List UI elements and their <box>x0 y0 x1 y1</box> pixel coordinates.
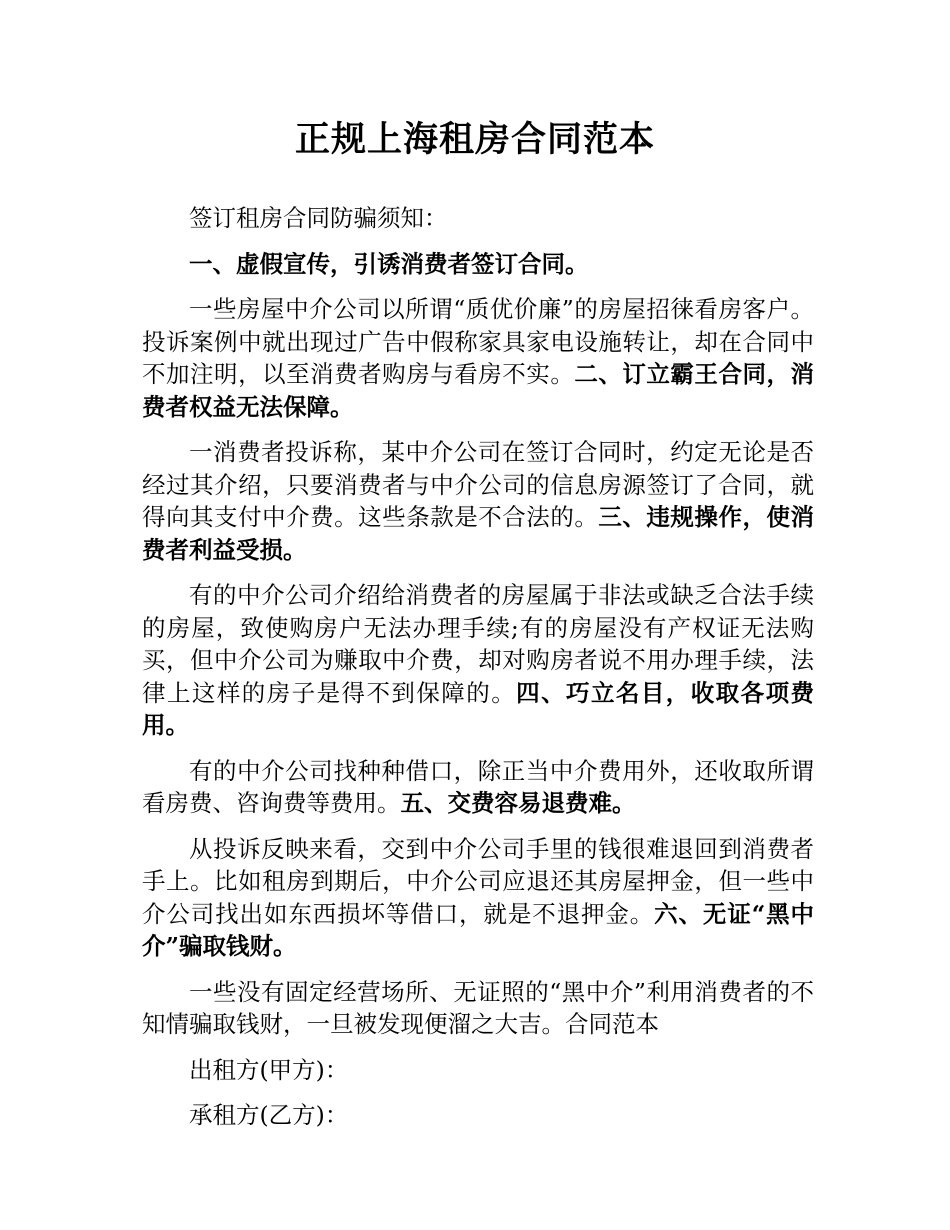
paragraph-text: 一消费者投诉称，某中介公司在签订合同时，约定无论是否经过其介绍，只要消费者与中介公司的信息房源签订了合同，就得向其支付中介费。这些条款是不合法的。 <box>142 438 814 531</box>
section-heading-6: 六、无证“黑中介”骗取钱财。 <box>142 899 814 960</box>
document-title: 正规上海租房合同范本 <box>294 120 655 160</box>
body-paragraph-2 <box>142 436 814 566</box>
body-paragraph-1 <box>142 293 814 423</box>
section-heading-2: 二、订立霸王合同，消费者权益无法保障。 <box>142 360 815 421</box>
section-heading-1: 一、虚假宣传，引诱消费者签订合同。 <box>189 249 589 278</box>
paragraph-text: 一些房屋中介公司以所谓“质优价廉”的房屋招徕看房客户。投诉案例中就出现过广告中假称家具家电设施转让，却在合同中不加注明，以至消费者购房与看房不实。 <box>142 295 814 388</box>
section-heading-3: 三、违规操作，使消费者利益受损。 <box>142 503 815 564</box>
body-paragraph-3 <box>142 579 814 742</box>
paragraph-text: 从投诉反映来看，交到中介公司手里的钱很难退回到消费者手上。比如租房到期后，中介公司应退还其房屋押金，但一些中介公司找出如东西损坏等借口，就是不退押金。 <box>142 834 814 928</box>
paragraph-text: 有的中介公司找种种借口，除正当中介费用外，还收取所谓看房费、咨询费等费用。 <box>142 756 814 817</box>
lessor-label: 出租方(甲方)： <box>189 1055 349 1084</box>
body-paragraph-5 <box>142 833 814 963</box>
paragraph-text: 有的中介公司介绍给消费者的房屋属于非法或缺乏合法手续的房屋，致使购房户无法办理手续;有的房屋没有产权证无法购买，但中介公司为赚取中介费，却对购房者说不用办理手续，法律上这样的房子是得不到保障的。 <box>142 581 814 707</box>
body-paragraph-4 <box>142 755 814 820</box>
section-heading-5: 五、交费容易退费难。 <box>400 789 636 817</box>
body-paragraph-6: 一些没有固定经营场所、无证照的“黑中介”利用消费者的不知情骗取钱财，一旦被发现便溜之大吉。合同范本 <box>142 977 814 1038</box>
section-heading-4: 四、巧立名目，收取各项费用。 <box>142 678 815 739</box>
intro-paragraph: 签订租房合同防骗须知： <box>189 204 448 232</box>
lessee-label: 承租方(乙方)： <box>189 1101 349 1129</box>
document-body <box>142 202 814 1145</box>
